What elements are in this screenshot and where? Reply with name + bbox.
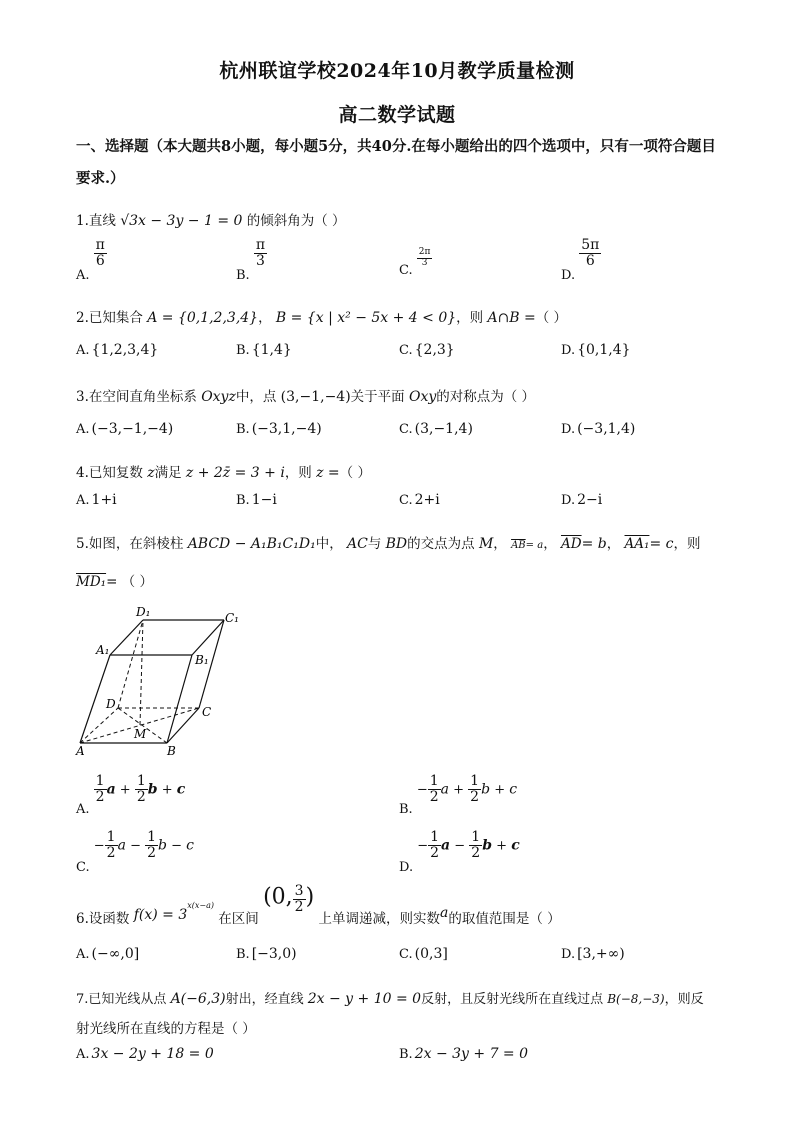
label-D: D: [106, 697, 116, 711]
q1-option-c[interactable]: C. $\frac{2\pi}{3}$: [399, 247, 431, 278]
q4-option-d[interactable]: D. 2−i: [561, 492, 603, 508]
question-4: 4.已知复数 z满足 z + 2z̄ = 3 + i，则 z =（ ）: [76, 465, 371, 481]
q1-option-a[interactable]: A. $\frac{\pi}{6}$: [76, 237, 105, 284]
question-5: 5.如图，在斜棱柱 ABCD − A₁B₁C₁D₁中， AC与 BD的交点为点 M， $\overline{AB}= a$， $\overline{AD}= b$， AA₁= c，则: [76, 536, 701, 552]
q6-option-b[interactable]: B. [−3,0): [236, 946, 297, 962]
q5-option-b[interactable]: B. − $\frac{1}{2}$ a + $\frac{1}{2}$ b + c: [399, 773, 518, 818]
label-A1: A₁: [96, 643, 110, 657]
q4-option-b[interactable]: B. 1−i: [236, 492, 277, 508]
q3-option-b[interactable]: B. (−3,1,−4): [236, 421, 322, 437]
q1-option-d[interactable]: D. $\frac{5\pi}{6}$: [561, 237, 600, 284]
q1-option-a-value: $\frac{\pi}{6}$: [95, 237, 105, 270]
question-7-line2: 射光线所在直线的方程是（ ）: [76, 1021, 256, 1037]
q6-option-a[interactable]: A. (−∞,0]: [76, 946, 140, 962]
q7-option-a[interactable]: A. 3x − 2y + 18 = 0: [76, 1046, 214, 1062]
label-B1: B₁: [195, 653, 209, 667]
label-C1: C₁: [225, 611, 239, 625]
q3-option-c[interactable]: C. (3,−1,4): [399, 421, 473, 437]
q6-option-c[interactable]: C. (0,3]: [399, 946, 448, 962]
section-heading: 一、选择题（本大题共8小题，每小题5分，共40分.在每小题给出的四个选项中，只有一项符合题目要求.）: [76, 138, 716, 187]
q7-option-b[interactable]: B. 2x − 3y + 7 = 0: [399, 1046, 529, 1062]
q2-option-a[interactable]: A. {1,2,3,4}: [76, 342, 159, 358]
q6-option-d[interactable]: D. [3,+∞): [561, 946, 625, 962]
label-A: A: [76, 744, 85, 758]
question-1: 1.直线 √3x − 3y − 1 = 0 的倾斜角为（ ）: [76, 213, 346, 229]
q5-option-a[interactable]: A. $\frac{1}{2}$ a + $\frac{1}{2}$ b + c: [76, 773, 186, 818]
q5-option-d[interactable]: D. − $\frac{1}{2}$ a − $\frac{1}{2}$ b + c: [399, 829, 520, 876]
question-5-line2: MD₁= （ ）: [76, 574, 153, 590]
q1-option-c-value: $\frac{2\pi}{3}$: [418, 247, 431, 268]
q1-equation: √3x − 3y − 1 = 0: [120, 213, 243, 229]
question-7: 7.已知光线从点 A(−6,3)射出，经直线 2x − y + 10 = 0反射，且反射光线所在直线过点 B(−8,−3)，则反: [76, 991, 704, 1007]
q5-option-c[interactable]: C. − $\frac{1}{2}$ a − $\frac{1}{2}$ b − c: [76, 829, 195, 876]
q2-option-b[interactable]: B. {1,4}: [236, 342, 292, 358]
question-3: 3.在空间直角坐标系 Oxyz中，点 (3,−1,−4)关于平面 Oxy的对称点为（ ）: [76, 389, 536, 405]
q1-option-b[interactable]: B. $\frac{\pi}{3}$: [236, 237, 266, 284]
q2-option-c[interactable]: C. {2,3}: [399, 342, 455, 358]
label-C: C: [202, 705, 212, 719]
label-B: B: [167, 744, 176, 758]
label-D1: D₁: [136, 605, 151, 619]
q4-option-a[interactable]: A. 1+i: [76, 492, 117, 508]
question-2: 2.已知集合 A = {0,1,2,3,4}， B = {x | x² − 5x + 4 < 0}，则 A∩B =（ ）: [76, 310, 568, 326]
q1-option-b-value: $\frac{\pi}{3}$: [255, 237, 266, 270]
q4-option-c[interactable]: C. 2+i: [399, 492, 440, 508]
question-6: 6.设函数 $f(x) = 3^{x(x-a)}$ 在区间 (0, $\frac{3}{2}$ ) 上单调递减，则实数a的取值范围是（ ）: [76, 883, 561, 928]
prism-figure: [74, 600, 254, 760]
exam-subtitle: 高二数学试题: [338, 104, 456, 126]
q1-option-d-value: $\frac{5\pi}{6}$: [581, 237, 600, 270]
label-M: M: [134, 727, 147, 741]
q3-option-d[interactable]: D. (−3,1,4): [561, 421, 636, 437]
q2-option-d[interactable]: D. {0,1,4}: [561, 342, 631, 358]
q3-option-a[interactable]: A. (−3,−1,−4): [76, 421, 174, 437]
exam-title: 杭州联谊学校2024年10月教学质量检测: [219, 60, 575, 82]
